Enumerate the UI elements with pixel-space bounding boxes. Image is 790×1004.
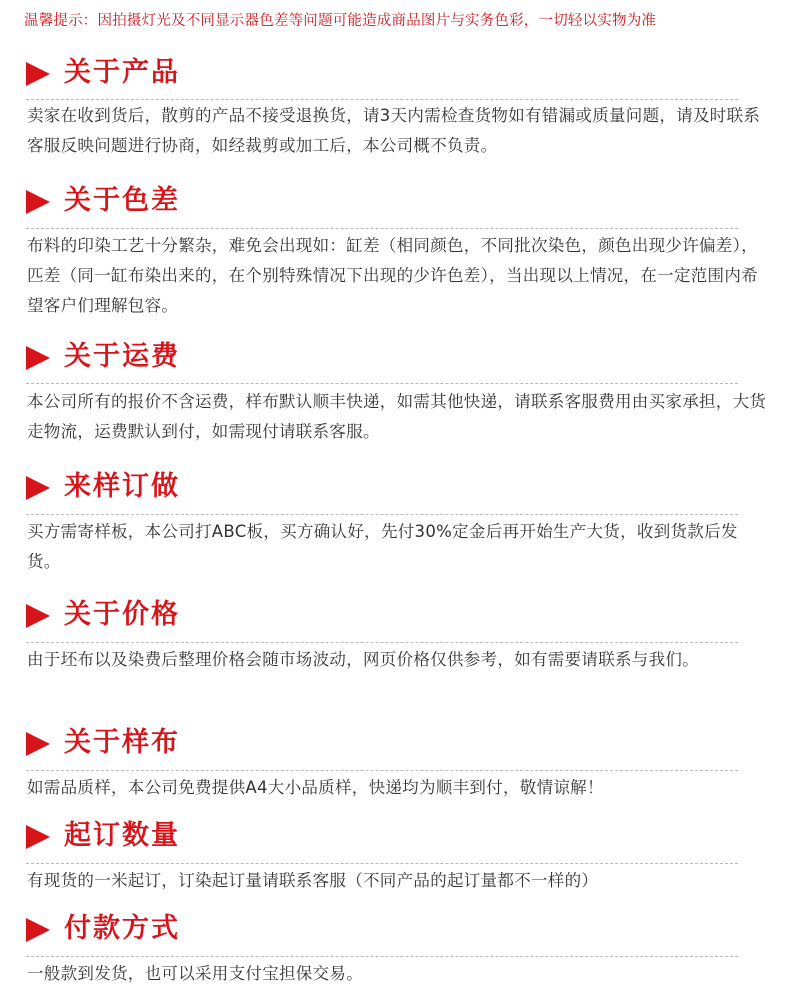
section-header bbox=[26, 914, 766, 950]
triangle-bullet-icon bbox=[26, 825, 50, 849]
section-body: 有现货的一米起订，订染起订量请联系客服（不同产品的起订量都不一样的） bbox=[27, 871, 599, 890]
section-custom-order bbox=[26, 471, 766, 571]
section-body: 本公司所有的报价不含运费，样布默认顺丰快递，如需其他快递，请联系客服费用由买家承担，大货走物流，运费默认到付，如需现付请联系客服。 bbox=[27, 392, 767, 441]
dashed-divider bbox=[26, 863, 738, 864]
notice-text: 温馨提示：因拍摄灯光及不同显示器色差等问题可能造成商品图片与实务色彩，一切轻以实物为准 bbox=[24, 13, 657, 29]
section-header bbox=[26, 58, 766, 94]
section-body: 布料的印染工艺十分繁杂，难免会出现如：缸差（相同颜色，不同批次染色，颜色出现少许偏差），匹差（同一缸布染出来的，在个别特殊情况下出现的少许色差），当出现以上情况，在一定范围内希望客户们理解包容。 bbox=[27, 236, 758, 315]
dashed-divider bbox=[26, 956, 738, 957]
section-title: 关于产品 bbox=[64, 57, 180, 88]
section-sample bbox=[26, 727, 766, 797]
dashed-divider bbox=[26, 770, 738, 771]
section-title: 关于运费 bbox=[64, 341, 180, 372]
section-title: 来样订做 bbox=[64, 471, 180, 502]
triangle-bullet-icon bbox=[26, 62, 50, 86]
section-header bbox=[26, 342, 766, 378]
section-header bbox=[26, 728, 766, 764]
triangle-bullet-icon bbox=[26, 604, 50, 628]
section-color-difference bbox=[26, 185, 766, 315]
section-title: 关于价格 bbox=[64, 599, 180, 630]
section-header bbox=[26, 186, 766, 222]
section-payment bbox=[26, 913, 766, 983]
section-title: 关于样布 bbox=[64, 727, 180, 758]
section-body: 一般款到发货，也可以采用支付宝担保交易。 bbox=[27, 964, 363, 983]
triangle-bullet-icon bbox=[26, 476, 50, 500]
section-header bbox=[26, 472, 766, 508]
triangle-bullet-icon bbox=[26, 918, 50, 942]
section-title: 关于色差 bbox=[64, 185, 180, 216]
dashed-divider bbox=[26, 383, 738, 384]
section-minimum-order bbox=[26, 820, 766, 890]
dashed-divider bbox=[26, 642, 738, 643]
section-price bbox=[26, 599, 766, 669]
section-body: 卖家在收到货后，散剪的产品不接受退换货，请3天内需检查货物如有错漏或质量问题，请及时联系客服反映问题进行协商，如经裁剪或加工后，本公司概不负责。 bbox=[27, 106, 761, 155]
dashed-divider bbox=[26, 514, 738, 515]
dashed-divider bbox=[26, 228, 738, 229]
section-title: 付款方式 bbox=[64, 913, 180, 944]
section-header bbox=[26, 600, 766, 636]
section-body: 买方需寄样板，本公司打ABC板，买方确认好，先付30%定金后再开始生产大货，收到货款后发货。 bbox=[27, 522, 738, 571]
section-body: 由于坯布以及染费后整理价格会随市场波动，网页价格仅供参考，如有需要请联系与我们。 bbox=[27, 650, 699, 669]
section-product bbox=[26, 57, 766, 155]
dashed-divider bbox=[26, 99, 738, 100]
section-header bbox=[26, 821, 766, 857]
section-shipping bbox=[26, 341, 767, 441]
triangle-bullet-icon bbox=[26, 346, 50, 370]
section-body: 如需品质样，本公司免费提供A4大小品质样，快递均为顺丰到付，敬情谅解！ bbox=[27, 778, 604, 797]
triangle-bullet-icon bbox=[26, 732, 50, 756]
section-title: 起订数量 bbox=[64, 820, 180, 851]
triangle-bullet-icon bbox=[26, 190, 50, 214]
